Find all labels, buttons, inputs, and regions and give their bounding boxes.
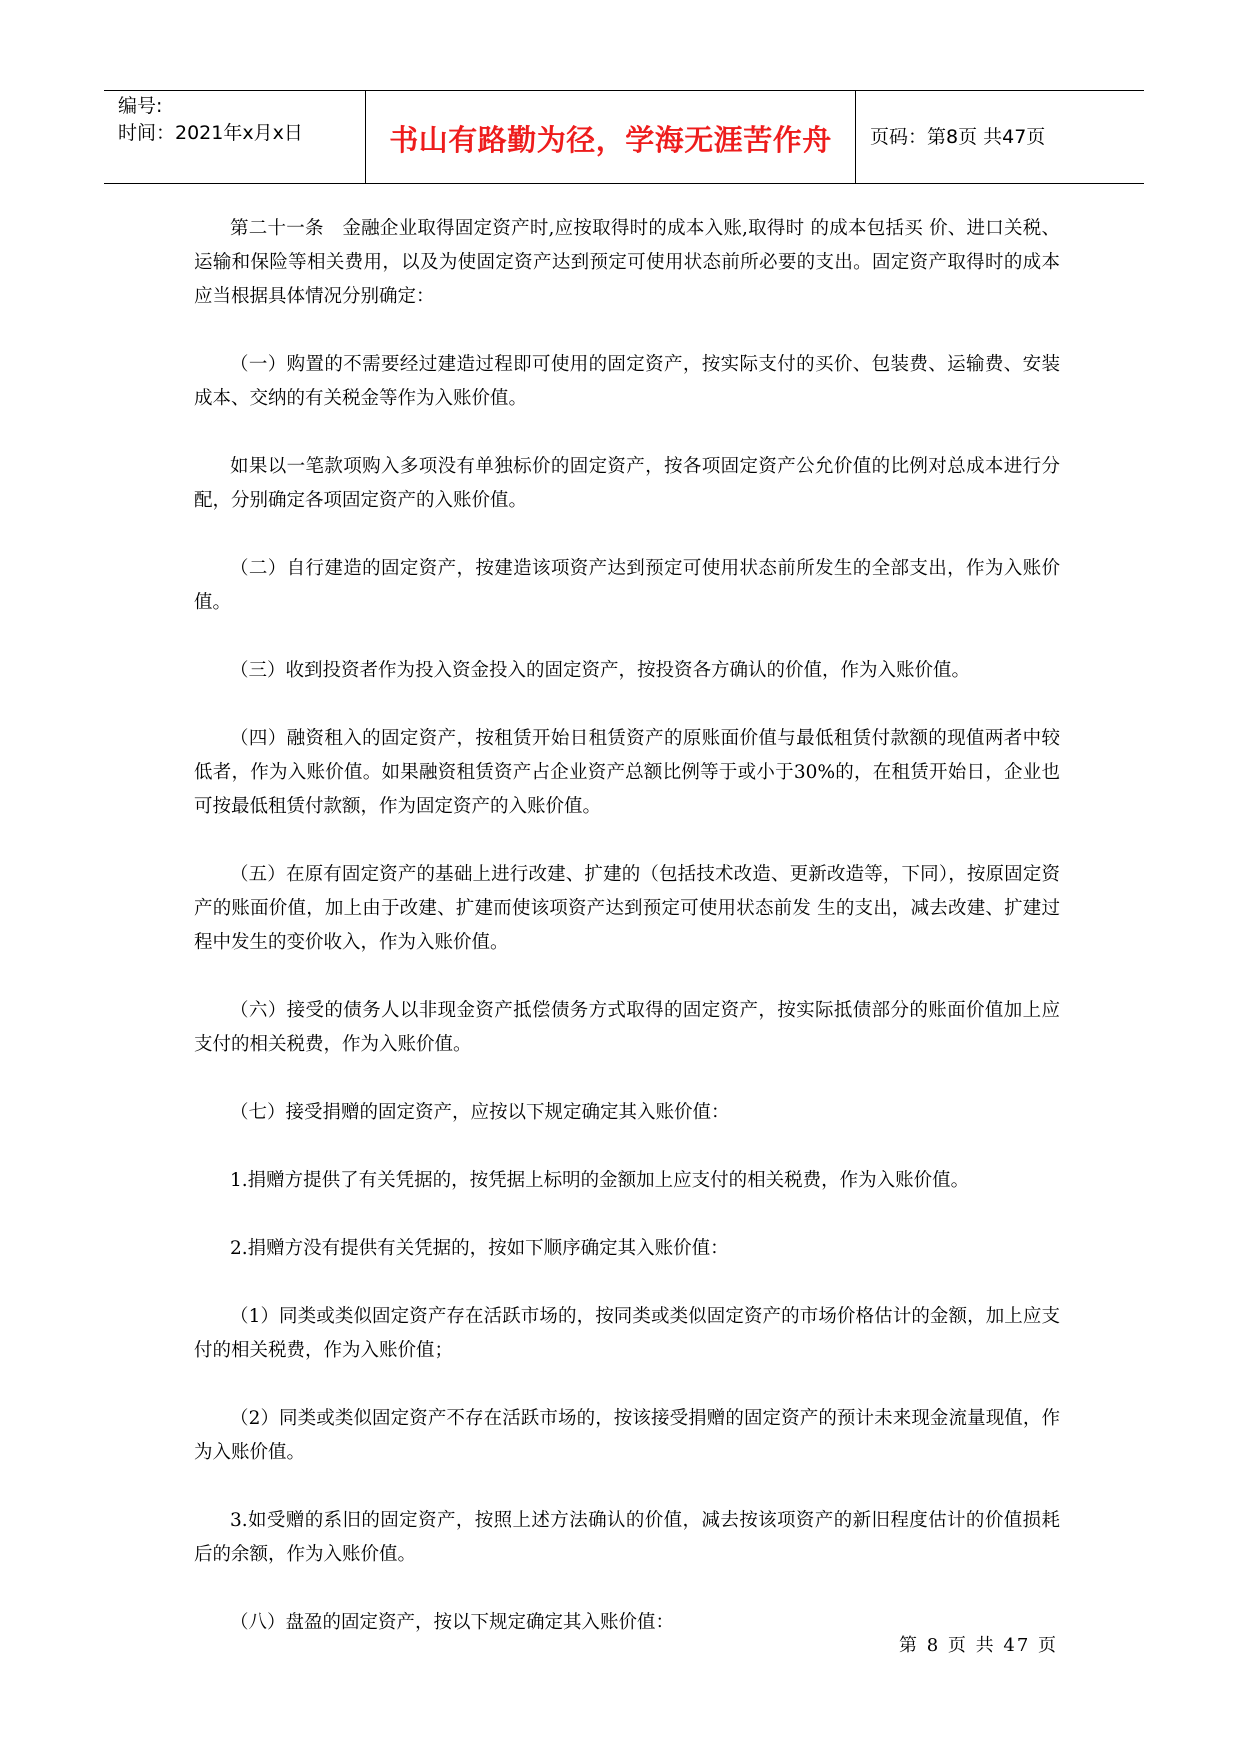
document-date: 时间：2021年x月x日	[118, 122, 303, 144]
header-page-info	[856, 91, 1144, 183]
page-footer: 第 8 页 共 47 页	[899, 1635, 1058, 1656]
paragraph: （四）融资租入的固定资产，按租赁开始日租赁资产的原账面价值与最低租赁付款额的现值两者中较低者，作为入账价值。如果融资租赁资产占企业资产总额比例等于或小于30%的，在租赁开始日，企业也可按最低租赁付款额，作为固定资产的入账价值。	[194, 728, 1060, 817]
header-page-number: 页码：第8页 共47页	[870, 125, 1046, 148]
paragraph: 第二十一条 金融企业取得固定资产时,应按取得时的成本入账,取得时 的成本包括买 价、进口关税、运输和保险等相关费用，以及为使固定资产达到预定可使用状态前所必要的支出。固定资产取得时的成本应当根据具体情况分别确定：	[194, 218, 1060, 307]
paragraph: （二）自行建造的固定资产，按建造该项资产达到预定可使用状态前所发生的全部支出，作为入账价值。	[194, 558, 1060, 613]
paragraph: （六）接受的债务人以非现金资产抵偿债务方式取得的固定资产，按实际抵债部分的账面价值加上应支付的相关税费，作为入账价值。	[194, 1000, 1060, 1055]
paragraph: 3.如受赠的系旧的固定资产，按照上述方法确认的价值，减去按该项资产的新旧程度估计的价值损耗后的余额，作为入账价值。	[194, 1510, 1060, 1565]
document-number-label: 编号:	[118, 95, 163, 117]
paragraph: （2）同类或类似固定资产不存在活跃市场的，按该接受捐赠的固定资产的预计未来现金流量现值，作为入账价值。	[194, 1408, 1060, 1463]
header-motto-cell	[366, 91, 856, 183]
paragraph: 2.捐赠方没有提供有关凭据的，按如下顺序确定其入账价值：	[230, 1238, 729, 1259]
paragraph: 1.捐赠方提供了有关凭据的，按凭据上标明的金额加上应支付的相关税费，作为入账价值。	[230, 1170, 970, 1191]
paragraph: （一）购置的不需要经过建造过程即可使用的固定资产，按实际支付的买价、包装费、运输费、安装成本、交纳的有关税金等作为入账价值。	[194, 354, 1060, 409]
header-motto: 书山有路勤为径，学海无涯苦作舟	[389, 122, 832, 157]
paragraph: （八）盘盈的固定资产，按以下规定确定其入账价值：	[230, 1612, 675, 1633]
page-header	[104, 90, 1144, 184]
paragraph: （1）同类或类似固定资产存在活跃市场的，按同类或类似固定资产的市场价格估计的金额，加上应支付的相关税费，作为入账价值；	[194, 1306, 1060, 1361]
document-body	[194, 212, 1060, 1674]
paragraph: 如果以一笔款项购入多项没有单独标价的固定资产，按各项固定资产公允价值的比例对总成本进行分配，分别确定各项固定资产的入账价值。	[194, 456, 1060, 511]
paragraph: （五）在原有固定资产的基础上进行改建、扩建的（包括技术改造、更新改造等，下同），按原固定资产的账面价值，加上由于改建、扩建而使该项资产达到预定可使用状态前发 生的支出，减去改建、扩建过程中发生的变价收入，作为入账价值。	[194, 864, 1060, 953]
paragraph: （三）收到投资者作为投入资金投入的固定资产，按投资各方确认的价值，作为入账价值。	[230, 660, 971, 681]
header-meta	[104, 91, 366, 183]
paragraph: （七）接受捐赠的固定资产，应按以下规定确定其入账价值：	[230, 1102, 730, 1123]
